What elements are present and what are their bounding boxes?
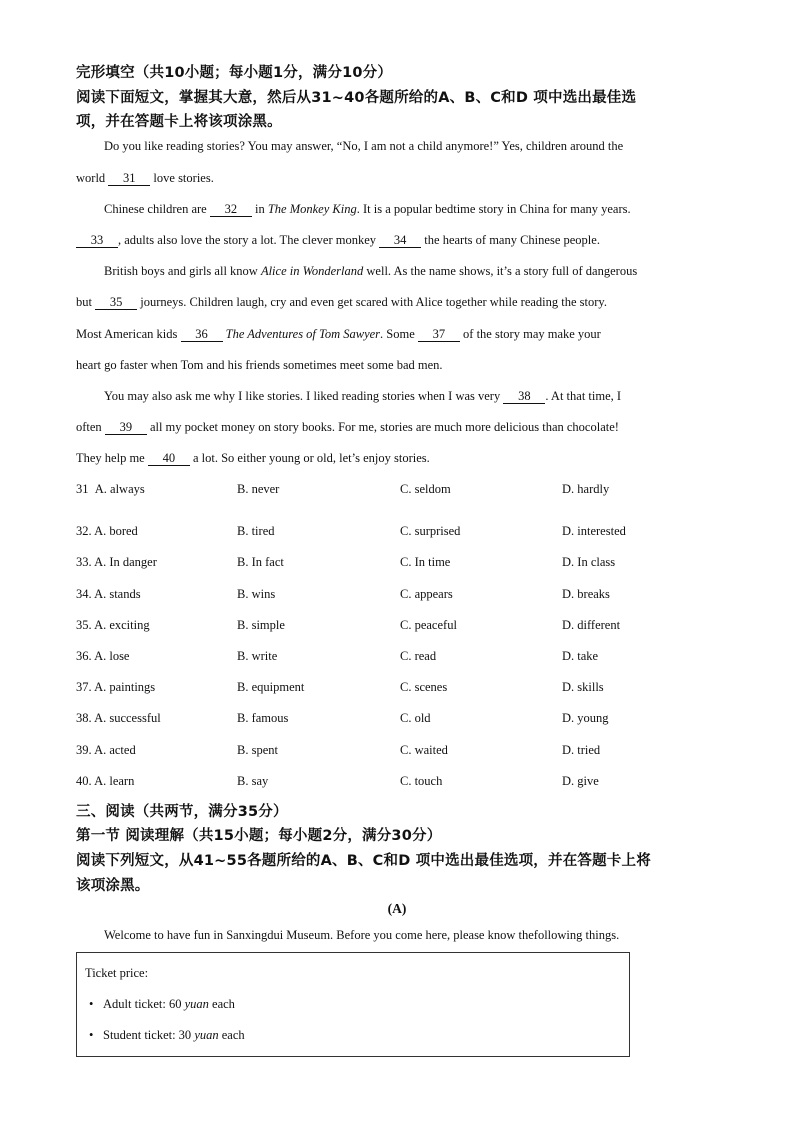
option-a: 32. A. bored [76, 524, 138, 538]
text: often [76, 420, 102, 434]
text: Most American kids [76, 327, 178, 341]
option-c: C. surprised [400, 524, 461, 538]
option-row [76, 680, 776, 698]
option-b: B. spent [237, 743, 278, 757]
option-b: B. simple [237, 618, 285, 632]
option-row [76, 482, 776, 500]
book-title: The Adventures of Tom Sawyer [225, 327, 381, 341]
passage-intro: Welcome to have fun in Sanxingdui Museum. Before you come here, please know thefollowing things. [104, 928, 620, 942]
cloze-instruction-line-1: 阅读下面短文，掌握其大意，然后从31~40各题所给的A、B、C和D 项中选出最佳选 [76, 90, 637, 106]
text: in [254, 202, 265, 216]
blank-31: 31 [108, 171, 150, 186]
bullet-icon: • [89, 1028, 94, 1042]
option-c: C. read [400, 649, 437, 663]
option-b: B. say [237, 774, 269, 788]
option-a: 34. A. stands [76, 587, 141, 601]
blank-39: 39 [105, 420, 147, 435]
option-b: B. In fact [237, 555, 284, 569]
option-b: B. write [237, 649, 278, 663]
ticket-info-box [76, 952, 630, 1057]
option-d: D. tried [562, 743, 601, 757]
text: . At that time, I [545, 389, 622, 403]
bullet-icon: • [89, 997, 94, 1011]
option-d: D. interested [562, 524, 626, 538]
cloze-p3-line-3 [76, 327, 601, 342]
cloze-p3-line-4 [76, 358, 443, 373]
option-c: C. seldom [400, 482, 451, 496]
blank-32: 32 [210, 202, 252, 217]
reading-heading: 三、阅读（共两节，满分35分） [76, 804, 288, 820]
text: They help me [76, 451, 145, 465]
cloze-p1-line-2 [76, 171, 214, 186]
text: a lot. So either young or old, let’s enjoy stories. [192, 451, 430, 465]
option-a: 31 A. always [76, 482, 145, 496]
option-c: C. scenes [400, 680, 448, 694]
option-row [76, 649, 776, 667]
option-a: 37. A. paintings [76, 680, 156, 694]
text: but [76, 295, 92, 309]
option-b: B. equipment [237, 680, 305, 694]
text: of the story may make your [463, 327, 601, 341]
text: , adults also love the story a lot. The clever monkey [118, 233, 377, 247]
adult-ticket-item: • Adult ticket: 60 yuan each [89, 997, 235, 1011]
option-a: 33. A. In danger [76, 555, 157, 569]
option-b: B. tired [237, 524, 275, 538]
text: . Some [380, 327, 415, 341]
text: . It is a popular bedtime story in China for many years. [356, 202, 631, 216]
option-a: 40. A. learn [76, 774, 135, 788]
option-a: 35. A. exciting [76, 618, 150, 632]
option-d: D. hardly [562, 482, 610, 496]
blank-34: 34 [379, 233, 421, 248]
option-c: C. peaceful [400, 618, 457, 632]
text: heart go faster when Tom and his friends sometimes meet some bad men. [76, 358, 443, 372]
option-row [76, 774, 776, 792]
reading-instruction-line-1: 阅读下列短文，从41~55各题所给的A、B、C和D 项中选出最佳选项，并在答题卡上将 [76, 853, 651, 869]
option-b: B. wins [237, 587, 276, 601]
option-d: D. skills [562, 680, 604, 694]
option-c: C. appears [400, 587, 453, 601]
option-row [76, 618, 776, 636]
blank-37: 37 [418, 327, 460, 342]
text: all my pocket money on story books. For me, stories are much more delicious than chocolate! [149, 420, 619, 434]
text: love stories. [153, 171, 214, 185]
book-title: The Monkey King [267, 202, 357, 216]
blank-36: 36 [181, 327, 223, 342]
option-d: D. give [562, 774, 599, 788]
option-c: C. waited [400, 743, 448, 757]
cloze-p4-line-1 [104, 389, 621, 404]
text: world [76, 171, 106, 185]
option-d: D. take [562, 649, 599, 663]
text: the hearts of many Chinese people. [424, 233, 600, 247]
option-row [76, 555, 776, 573]
option-c: C. old [400, 711, 431, 725]
option-c: C. In time [400, 555, 451, 569]
text: journeys. Children laugh, cry and even get scared with Alice together while reading the story. [140, 295, 607, 309]
student-ticket-item: • Student ticket: 30 yuan each [89, 1028, 245, 1042]
ticket-label: Ticket price: [85, 966, 149, 980]
blank-35: 35 [95, 295, 137, 310]
option-c: C. touch [400, 774, 443, 788]
text: well. As the name shows, it’s a story full of dangerous [366, 264, 638, 278]
cloze-p4-line-2 [76, 420, 619, 435]
cloze-p2-line-1 [104, 202, 631, 217]
reading-sub-heading: 第一节 阅读理解（共15小题；每小题2分，满分30分） [76, 828, 442, 844]
blank-33: 33 [76, 233, 118, 248]
option-d: D. young [562, 711, 609, 725]
blank-38: 38 [503, 389, 545, 404]
text: British boys and girls all know [104, 264, 258, 278]
cloze-p1-line-1 [104, 139, 623, 154]
passage-label: (A) [387, 901, 407, 916]
cloze-p3-line-1 [104, 264, 637, 279]
option-b: B. famous [237, 711, 289, 725]
blank-40: 40 [148, 451, 190, 466]
option-a: 36. A. lose [76, 649, 130, 663]
text: You may also ask me why I like stories. I liked reading stories when I was very [104, 389, 501, 403]
cloze-p3-line-2 [76, 295, 607, 310]
option-a: 39. A. acted [76, 743, 136, 757]
cloze-p4-line-3 [76, 451, 430, 466]
option-row [76, 743, 776, 761]
option-d: D. breaks [562, 587, 610, 601]
text: Chinese children are [104, 202, 207, 216]
option-d: D. different [562, 618, 621, 632]
option-d: D. In class [562, 555, 616, 569]
option-a: 38. A. successful [76, 711, 161, 725]
option-b: B. never [237, 482, 280, 496]
book-title: Alice in Wonderland [260, 264, 364, 278]
text: Do you like reading stories? You may answer, “No, I am not a child anymore!” Yes, children around the [104, 139, 624, 153]
cloze-heading: 完形填空（共10小题；每小题1分，满分10分） [76, 65, 393, 81]
option-row [76, 587, 776, 605]
cloze-p2-line-2 [76, 233, 600, 248]
option-row [76, 524, 776, 542]
option-row [76, 711, 776, 729]
reading-instruction-line-2: 该项涂黑。 [76, 878, 150, 894]
cloze-instruction-line-2: 项，并在答题卡上将该项涂黑。 [76, 114, 282, 130]
